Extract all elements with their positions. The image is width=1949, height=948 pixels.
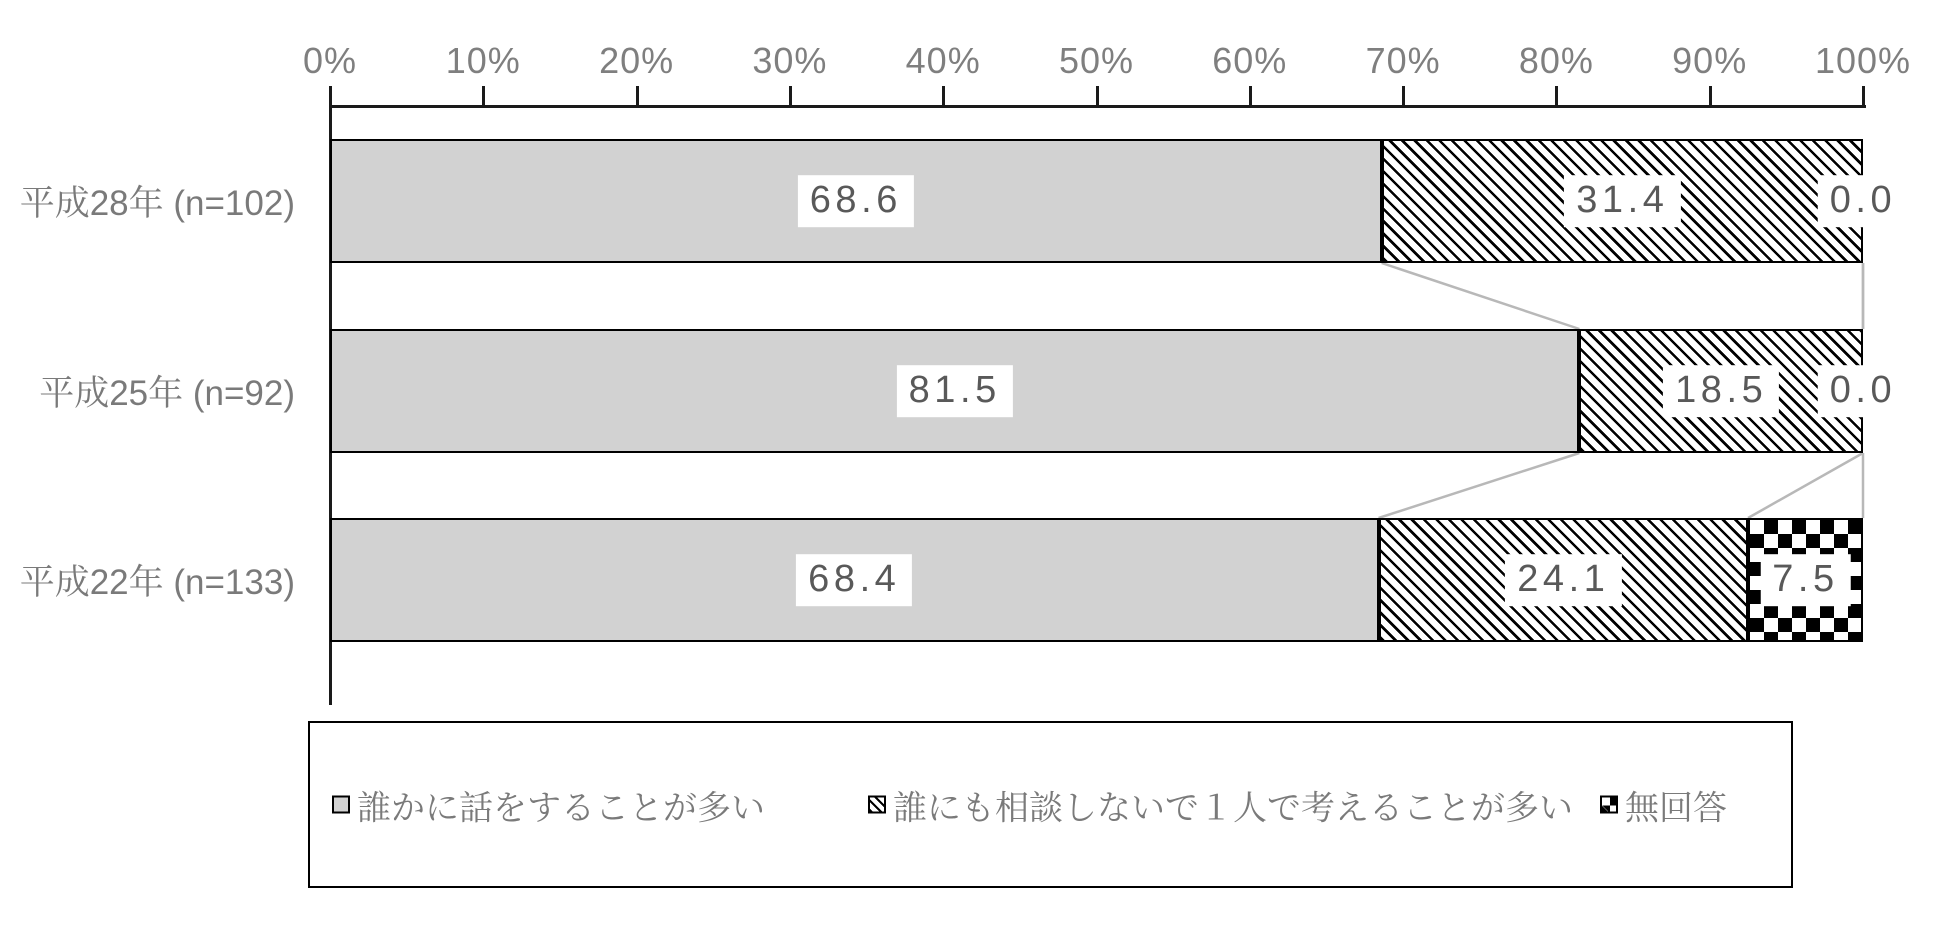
connector-line (1748, 453, 1863, 518)
x-axis-tick (1096, 86, 1099, 105)
x-axis-tick-label: 80% (1518, 40, 1594, 81)
x-axis-tick (482, 86, 485, 105)
x-axis-tick (329, 86, 332, 105)
legend-label: 無回答 (1625, 789, 1727, 827)
connector-line (1382, 263, 1580, 329)
x-axis-tick (1862, 86, 1865, 105)
x-axis-tick (789, 86, 792, 105)
value-label: 0.0 (1818, 365, 1909, 417)
x-axis-tick (1249, 86, 1252, 105)
legend-item (332, 780, 765, 829)
value-label: 0.0 (1818, 175, 1909, 227)
legend-swatch-checkerboard (1600, 796, 1618, 814)
value-label: 68.4 (796, 554, 912, 606)
value-label: 24.1 (1505, 554, 1621, 606)
x-axis-tick-label: 10% (445, 40, 521, 81)
legend (308, 721, 1793, 888)
x-axis-tick (636, 86, 639, 105)
x-axis-tick-label: 60% (1212, 40, 1288, 81)
category-label: 平成28年 (n=102) (19, 184, 295, 223)
value-label: 18.5 (1663, 365, 1779, 417)
x-axis-tick-label: 20% (599, 40, 675, 81)
legend-label: 誰にも相談しないで１人で考えることが多い (893, 789, 1573, 827)
x-axis-tick-label: 90% (1672, 40, 1748, 81)
legend-label: 誰かに話をすることが多い (357, 789, 765, 827)
x-axis-tick (1709, 86, 1712, 105)
x-axis-tick (942, 86, 945, 105)
category-label: 平成22年 (n=133) (19, 563, 295, 602)
value-label: 68.6 (798, 175, 914, 227)
x-axis-tick (1555, 86, 1558, 105)
x-axis-line (329, 105, 1866, 108)
x-axis-tick-label: 70% (1365, 40, 1441, 81)
value-label: 31.4 (1564, 175, 1680, 227)
x-axis-tick-label: 40% (905, 40, 981, 81)
value-label: 81.5 (897, 365, 1013, 417)
legend-swatch-solid-gray (332, 796, 350, 814)
x-axis-tick-label: 100% (1814, 40, 1912, 81)
value-label: 7.5 (1760, 554, 1851, 606)
x-axis-tick-label: 50% (1058, 40, 1135, 81)
legend-item (1600, 780, 1727, 829)
legend-swatch-diagonal-hatch (868, 796, 886, 814)
legend-item (868, 780, 1573, 829)
x-axis-tick-label: 0% (302, 40, 358, 81)
x-axis-tick (1402, 86, 1405, 105)
category-label: 平成25年 (n=92) (39, 374, 295, 413)
connector-line (1379, 453, 1580, 518)
x-axis-tick-label: 30% (752, 40, 828, 81)
